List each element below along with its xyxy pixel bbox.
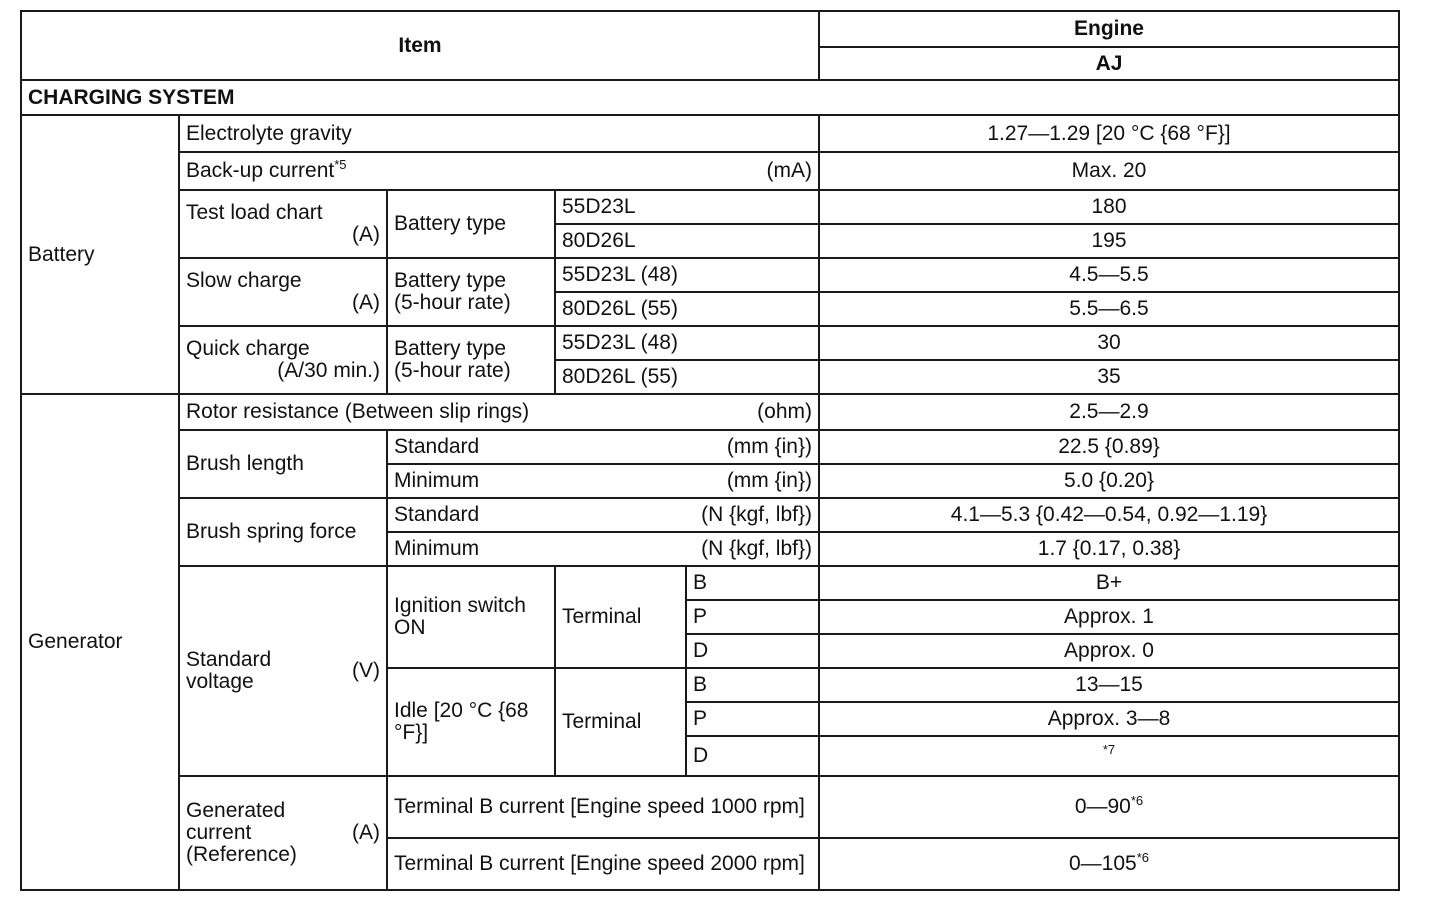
brush-length-label: Brush length xyxy=(179,430,387,498)
ign-on-t-2: P xyxy=(686,600,819,634)
quick-charge-rate: (5-hour rate) xyxy=(394,359,511,382)
slow-charge-unit: (A) xyxy=(352,291,380,314)
brush-length-std-name: Standard xyxy=(394,435,480,458)
idle-t-1: B xyxy=(686,668,819,702)
brush-length-std-cell xyxy=(387,430,819,464)
test-load-label-cell xyxy=(179,190,387,258)
rotor-value: 2.5—2.9 xyxy=(819,394,1399,430)
slow-charge-type-label: Battery type xyxy=(394,269,507,292)
ign-on-label: Ignition switch ON xyxy=(387,566,555,668)
battery-label: Battery xyxy=(21,115,179,394)
quick-charge-type-1: 55D23L (48) xyxy=(555,326,819,360)
rotor-unit: (ohm) xyxy=(757,400,812,423)
brush-spring-min-unit: (N {kgf, lbf}) xyxy=(701,537,812,560)
brush-length-min-name: Minimum xyxy=(394,469,480,492)
engine-model-header: AJ xyxy=(819,47,1399,80)
slow-charge-label-cell xyxy=(179,258,387,326)
brush-length-min-value: 5.0 {0.20} xyxy=(819,464,1399,498)
brush-length-min-cell xyxy=(387,464,819,498)
quick-charge-type-cell xyxy=(387,326,555,394)
brush-spring-min-name: Minimum xyxy=(394,537,480,560)
gen-current-cell xyxy=(179,776,387,890)
slow-charge-rate: (5-hour rate) xyxy=(394,291,511,314)
idle-t-3: D xyxy=(686,736,819,776)
test-load-value-2: 195 xyxy=(819,224,1399,258)
gen-current-2-note: *6 xyxy=(1136,850,1149,865)
idle-v-1: 13—15 xyxy=(819,668,1399,702)
gen-current-1-note: *6 xyxy=(1130,793,1144,808)
quick-charge-value-1: 30 xyxy=(819,326,1399,360)
quick-charge-unit: (A/30 min.) xyxy=(277,359,380,382)
std-voltage-label: Standard voltage xyxy=(186,648,272,693)
backup-unit: (mA) xyxy=(766,159,812,182)
slow-charge-type-cell xyxy=(387,258,555,326)
item-header: Item xyxy=(21,11,819,80)
quick-charge-type-label: Battery type xyxy=(394,337,507,360)
idle-v-3 xyxy=(819,736,1399,776)
electrolyte-label: Electrolyte gravity xyxy=(179,115,819,152)
backup-current-cell xyxy=(179,152,819,190)
brush-spring-std-value: 4.1—5.3 {0.42—0.54, 0.92—1.19} xyxy=(819,498,1399,532)
quick-charge-label: Quick charge xyxy=(186,337,310,360)
ign-on-t-3: D xyxy=(686,634,819,668)
gen-current-1-value: 0—90 xyxy=(1074,795,1131,818)
section-title: CHARGING SYSTEM xyxy=(21,80,1399,115)
brush-length-std-unit: (mm {in}) xyxy=(726,435,812,458)
brush-length-std-value: 22.5 {0.89} xyxy=(819,430,1399,464)
gen-current-1-cell xyxy=(819,776,1399,838)
idle-v-2: Approx. 3—8 xyxy=(819,702,1399,736)
gen-current-2-value: 0—105 xyxy=(1068,852,1137,875)
test-load-label: Test load chart xyxy=(186,201,323,224)
ign-on-v-2: Approx. 1 xyxy=(819,600,1399,634)
quick-charge-value-2: 35 xyxy=(819,360,1399,394)
brush-length-min-unit: (mm {in}) xyxy=(726,469,812,492)
brush-spring-min-value: 1.7 {0.17, 0.38} xyxy=(819,532,1399,566)
engine-header: Engine xyxy=(819,11,1399,47)
test-load-type-label: Battery type xyxy=(387,190,555,258)
backup-note: *5 xyxy=(334,157,347,172)
brush-spring-label: Brush spring force xyxy=(179,498,387,566)
gen-current-2-name: Terminal B current [Engine speed 2000 rpm] xyxy=(387,838,819,890)
electrolyte-value: 1.27—1.29 [20 °C {68 °F}] xyxy=(819,115,1399,152)
std-voltage-unit: (V) xyxy=(352,659,380,682)
backup-label: Back-up current xyxy=(186,159,335,182)
test-load-type-1: 55D23L xyxy=(555,190,819,224)
test-load-unit: (A) xyxy=(352,223,380,246)
ign-on-v-3: Approx. 0 xyxy=(819,634,1399,668)
gen-current-2-cell xyxy=(819,838,1399,890)
gen-current-unit: (A) xyxy=(352,821,380,844)
spec-table xyxy=(20,10,1400,891)
ign-on-v-1: B+ xyxy=(819,566,1399,600)
slow-charge-type-1: 55D23L (48) xyxy=(555,258,819,292)
idle-v-3-note: *7 xyxy=(1102,742,1116,757)
generator-label: Generator xyxy=(21,394,179,890)
idle-label: Idle [20 °C {68 °F}] xyxy=(387,668,555,776)
gen-current-1-name: Terminal B current [Engine speed 1000 rpm] xyxy=(387,776,819,838)
slow-charge-value-1: 4.5—5.5 xyxy=(819,258,1399,292)
rotor-label: Rotor resistance (Between slip rings) xyxy=(186,400,530,423)
idle-terminal: Terminal xyxy=(555,668,686,776)
slow-charge-type-2: 80D26L (55) xyxy=(555,292,819,326)
std-voltage-cell xyxy=(179,566,387,776)
brush-spring-std-cell xyxy=(387,498,819,532)
slow-charge-label: Slow charge xyxy=(186,269,302,292)
brush-spring-std-unit: (N {kgf, lbf}) xyxy=(701,503,812,526)
ign-on-t-1: B xyxy=(686,566,819,600)
quick-charge-type-2: 80D26L (55) xyxy=(555,360,819,394)
slow-charge-value-2: 5.5—6.5 xyxy=(819,292,1399,326)
ign-on-terminal: Terminal xyxy=(555,566,686,668)
brush-spring-min-cell xyxy=(387,532,819,566)
rotor-cell xyxy=(179,394,819,430)
backup-value: Max. 20 xyxy=(819,152,1399,190)
idle-t-2: P xyxy=(686,702,819,736)
test-load-value-1: 180 xyxy=(819,190,1399,224)
test-load-type-2: 80D26L xyxy=(555,224,819,258)
gen-current-label: Generated current (Reference) xyxy=(186,799,297,866)
brush-spring-std-name: Standard xyxy=(394,503,480,526)
quick-charge-label-cell xyxy=(179,326,387,394)
